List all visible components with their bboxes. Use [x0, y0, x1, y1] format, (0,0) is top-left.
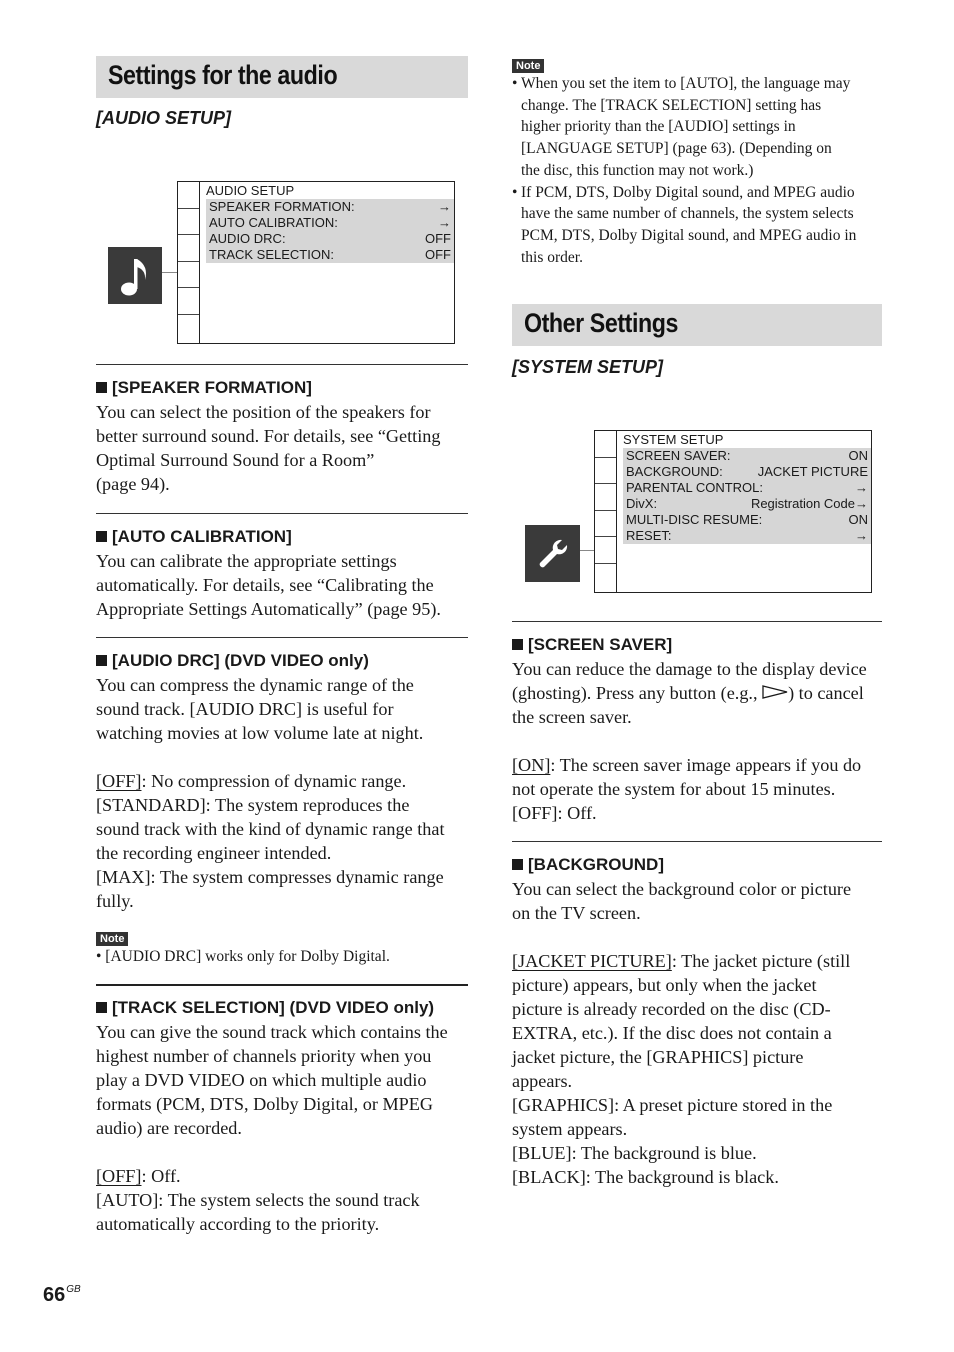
osd-row-label: TRACK SELECTION: [209, 247, 334, 262]
section-heading-text: Settings for the audio [108, 60, 338, 90]
osd-row-screen-saver [623, 448, 871, 464]
body-line: sound track with the kind of dynamic range that [96, 819, 445, 839]
body-line: better surround sound. For details, see “Getting [96, 426, 441, 446]
body-line: (ghosting). Press any button (e.g., [512, 683, 763, 703]
osd-item-list [206, 199, 454, 263]
note-bullet [512, 73, 884, 182]
item-title [512, 633, 882, 657]
osd-row-parental-control [623, 480, 871, 496]
track-selection-item [96, 996, 468, 1236]
body-line: (page 94). [96, 474, 170, 494]
section-heading-audio [96, 56, 468, 98]
osd-row-value: → [438, 215, 451, 230]
osd-row-label: SCREEN SAVER: [626, 448, 731, 463]
osd-row-value: → [438, 199, 451, 214]
item-title [96, 649, 468, 673]
auto-calibration-item [96, 525, 468, 621]
osd-tab [595, 431, 616, 458]
body-line: system appears. [512, 1119, 628, 1139]
osd-tab [178, 288, 199, 315]
body-line: [BLUE]: The background is blue. [512, 1143, 757, 1163]
note-drc-text: • [AUDIO DRC] works only for Dolby Digital. [96, 948, 390, 965]
item-title-text: [SPEAKER FORMATION] [112, 378, 312, 397]
osd-tab [595, 484, 616, 511]
body-line: not operate the system for about 15 minutes. [512, 779, 836, 799]
osd-row-background [623, 464, 871, 480]
note-line: this order. [521, 248, 583, 266]
section-heading-text: Other Settings [524, 308, 678, 338]
body-line: fully. [96, 891, 134, 911]
default-option: [OFF] [96, 1166, 142, 1186]
osd-row-label: BACKGROUND: [626, 464, 723, 479]
section-heading-other [512, 304, 882, 346]
body-line: ) to cancel [788, 683, 864, 703]
default-option: [OFF] [96, 771, 142, 791]
system-setup-subheading: [SYSTEM SETUP] [512, 357, 664, 377]
body-line: watching movies at low volume late at night. [96, 723, 424, 743]
body-line: the screen saver. [512, 707, 632, 727]
play-icon [762, 685, 788, 699]
osd-row-value: ON [848, 448, 868, 463]
body-line: [BLACK]: The background is black. [512, 1167, 779, 1187]
osd-row-value: OFF [425, 231, 451, 246]
item-title [512, 853, 882, 877]
square-bullet-icon [512, 859, 523, 870]
osd-row-value: → [855, 528, 868, 543]
osd-row-label: PARENTAL CONTROL: [626, 480, 764, 495]
body-line: jacket picture, the [GRAPHICS] picture [512, 1047, 804, 1067]
body-line: You can reduce the damage to the display device [512, 659, 867, 679]
osd-row-audio-drc [206, 231, 454, 247]
osd-tab [178, 209, 199, 236]
audio-setup-osd [177, 181, 455, 344]
body-line: sound track. [AUDIO DRC] is useful for [96, 699, 394, 719]
osd-row-multi-disc-resume [623, 512, 871, 528]
note-line: If PCM, DTS, Dolby Digital sound, and MPEG audio [521, 183, 855, 201]
note-line: change. The [TRACK SELECTION] setting has [521, 96, 822, 114]
body-line: You can select the position of the speakers for [96, 402, 431, 422]
item-body [96, 400, 468, 496]
body-line: on the TV screen. [512, 903, 641, 923]
note-bullet [512, 182, 884, 269]
osd-tab [178, 235, 199, 262]
default-option: [JACKET PICTURE] [512, 951, 672, 971]
body-line: the recording engineer intended. [96, 843, 332, 863]
default-option: [ON] [512, 755, 551, 775]
audio-setup-subheading: [AUDIO SETUP] [96, 108, 231, 128]
divider [96, 984, 468, 986]
item-body [96, 673, 468, 913]
wrench-icon [525, 525, 580, 582]
osd-row-label: RESET: [626, 528, 672, 543]
item-title [96, 525, 468, 549]
option-text: : No compression of dynamic range. [141, 771, 407, 791]
divider [96, 637, 468, 638]
item-title-text: [SCREEN SAVER] [528, 635, 673, 654]
music-note-glyph [115, 254, 155, 298]
item-body [512, 877, 882, 1189]
body-line: You can give the sound track which contains the [96, 1022, 448, 1042]
item-title-text: [BACKGROUND] [528, 855, 664, 874]
music-note-icon [108, 247, 162, 304]
note-label: Note [512, 59, 544, 73]
item-title [96, 376, 468, 400]
body-line: You can compress the dynamic range of the [96, 675, 414, 695]
body-line: You can select the background color or picture [512, 879, 852, 899]
body-line: [GRAPHICS]: A preset picture stored in the [512, 1095, 833, 1115]
item-body [512, 657, 882, 825]
item-body [96, 1020, 468, 1236]
osd-row-value: ON [848, 512, 868, 527]
square-bullet-icon [512, 639, 523, 650]
body-line: picture) appears, but only when the jacket [512, 975, 817, 995]
divider [96, 513, 468, 514]
osd-row-value: Registration Code→ [750, 496, 868, 511]
body-line: Appropriate Settings Automatically” (page 95). [96, 599, 441, 619]
page-number-suffix: GB [66, 1284, 81, 1295]
osd-row-label: AUDIO DRC: [209, 231, 286, 246]
item-title-text: [TRACK SELECTION] (DVD VIDEO only) [112, 998, 435, 1017]
note-line: have the same number of channels, the system selects [521, 205, 854, 223]
page-number [43, 1284, 81, 1307]
osd-row-reset [623, 528, 871, 544]
body-line: [AUTO]: The system selects the sound track [96, 1190, 420, 1210]
osd-row-track-selection [206, 247, 454, 263]
item-title-text: [AUDIO DRC] (DVD VIDEO only) [112, 651, 369, 670]
note-right-body [512, 73, 884, 268]
note-right [512, 56, 544, 74]
note-label: Note [96, 932, 128, 946]
osd-row-label: DivX: [626, 496, 658, 511]
body-line: automatically according to the priority. [96, 1214, 380, 1234]
divider [512, 841, 882, 842]
body-line: EXTRA, etc.). If the disc does not contain a [512, 1023, 832, 1043]
osd-tab [595, 537, 616, 564]
option-text: : The jacket picture (still [671, 951, 851, 971]
osd-item-list [623, 448, 871, 544]
speaker-formation-item [96, 376, 468, 496]
square-bullet-icon [96, 1002, 107, 1013]
body-line: [STANDARD]: The system reproduces the [96, 795, 410, 815]
option-text: : The screen saver image appears if you do [550, 755, 862, 775]
page-number-value: 66 [43, 1284, 66, 1306]
note-line: higher priority than the [AUDIO] settings in [521, 118, 796, 136]
osd-row-label: SPEAKER FORMATION: [209, 199, 355, 214]
osd-row-divx [623, 496, 871, 512]
note-line: [LANGUAGE SETUP] (page 63). (Depending on [521, 140, 832, 158]
body-line: picture is already recorded on the disc (CD- [512, 999, 831, 1019]
osd-row-label: AUTO CALIBRATION: [209, 215, 338, 230]
option-text: : Off. [141, 1166, 181, 1186]
body-line: You can calibrate the appropriate settings [96, 551, 397, 571]
body-line: Optimal Surround Sound for a Room” [96, 450, 375, 470]
body-line: [MAX]: The system compresses dynamic range [96, 867, 444, 887]
background-item [512, 853, 882, 1189]
osd-title: SYSTEM SETUP [623, 432, 724, 447]
body-line: appears. [512, 1071, 573, 1091]
note-line: When you set the item to [AUTO], the language may [521, 75, 851, 92]
osd-tab [178, 262, 199, 289]
audio-drc-item [96, 649, 468, 913]
osd-row-value: → [855, 480, 868, 495]
square-bullet-icon [96, 531, 107, 542]
osd-tab-strip [178, 182, 200, 343]
osd-row-speaker-formation [206, 199, 454, 215]
body-line: play a DVD VIDEO on which multiple audio [96, 1070, 427, 1090]
divider [96, 364, 468, 365]
square-bullet-icon [96, 655, 107, 666]
osd-tab [595, 458, 616, 485]
item-title [96, 996, 468, 1020]
square-bullet-icon [96, 382, 107, 393]
osd-row-label: MULTI-DISC RESUME: [626, 512, 763, 527]
item-body [96, 549, 468, 621]
system-setup-osd [594, 430, 872, 593]
body-line: formats (PCM, DTS, Dolby Digital, or MPEG [96, 1094, 433, 1114]
note-line: PCM, DTS, Dolby Digital sound, and MPEG audio in [521, 226, 857, 244]
body-line: audio) are recorded. [96, 1118, 242, 1138]
osd-row-auto-calibration [206, 215, 454, 231]
osd-tab [178, 315, 199, 342]
osd-tab [595, 564, 616, 591]
screen-saver-item [512, 633, 882, 825]
osd-tab-strip [595, 431, 617, 592]
note-line: the disc, this function may not work.) [521, 161, 754, 179]
osd-tab [178, 182, 199, 209]
divider [512, 621, 882, 622]
wrench-glyph [535, 536, 571, 572]
osd-row-value: OFF [425, 247, 451, 262]
osd-row-value: JACKET PICTURE [757, 464, 868, 479]
note-drc [96, 929, 128, 947]
osd-tab [595, 511, 616, 538]
body-line: highest number of channels priority when you [96, 1046, 432, 1066]
body-line: automatically. For details, see “Calibrating the [96, 575, 434, 595]
item-title-text: [AUTO CALIBRATION] [112, 527, 292, 546]
osd-title: AUDIO SETUP [206, 183, 295, 198]
body-line: [OFF]: Off. [512, 803, 597, 823]
